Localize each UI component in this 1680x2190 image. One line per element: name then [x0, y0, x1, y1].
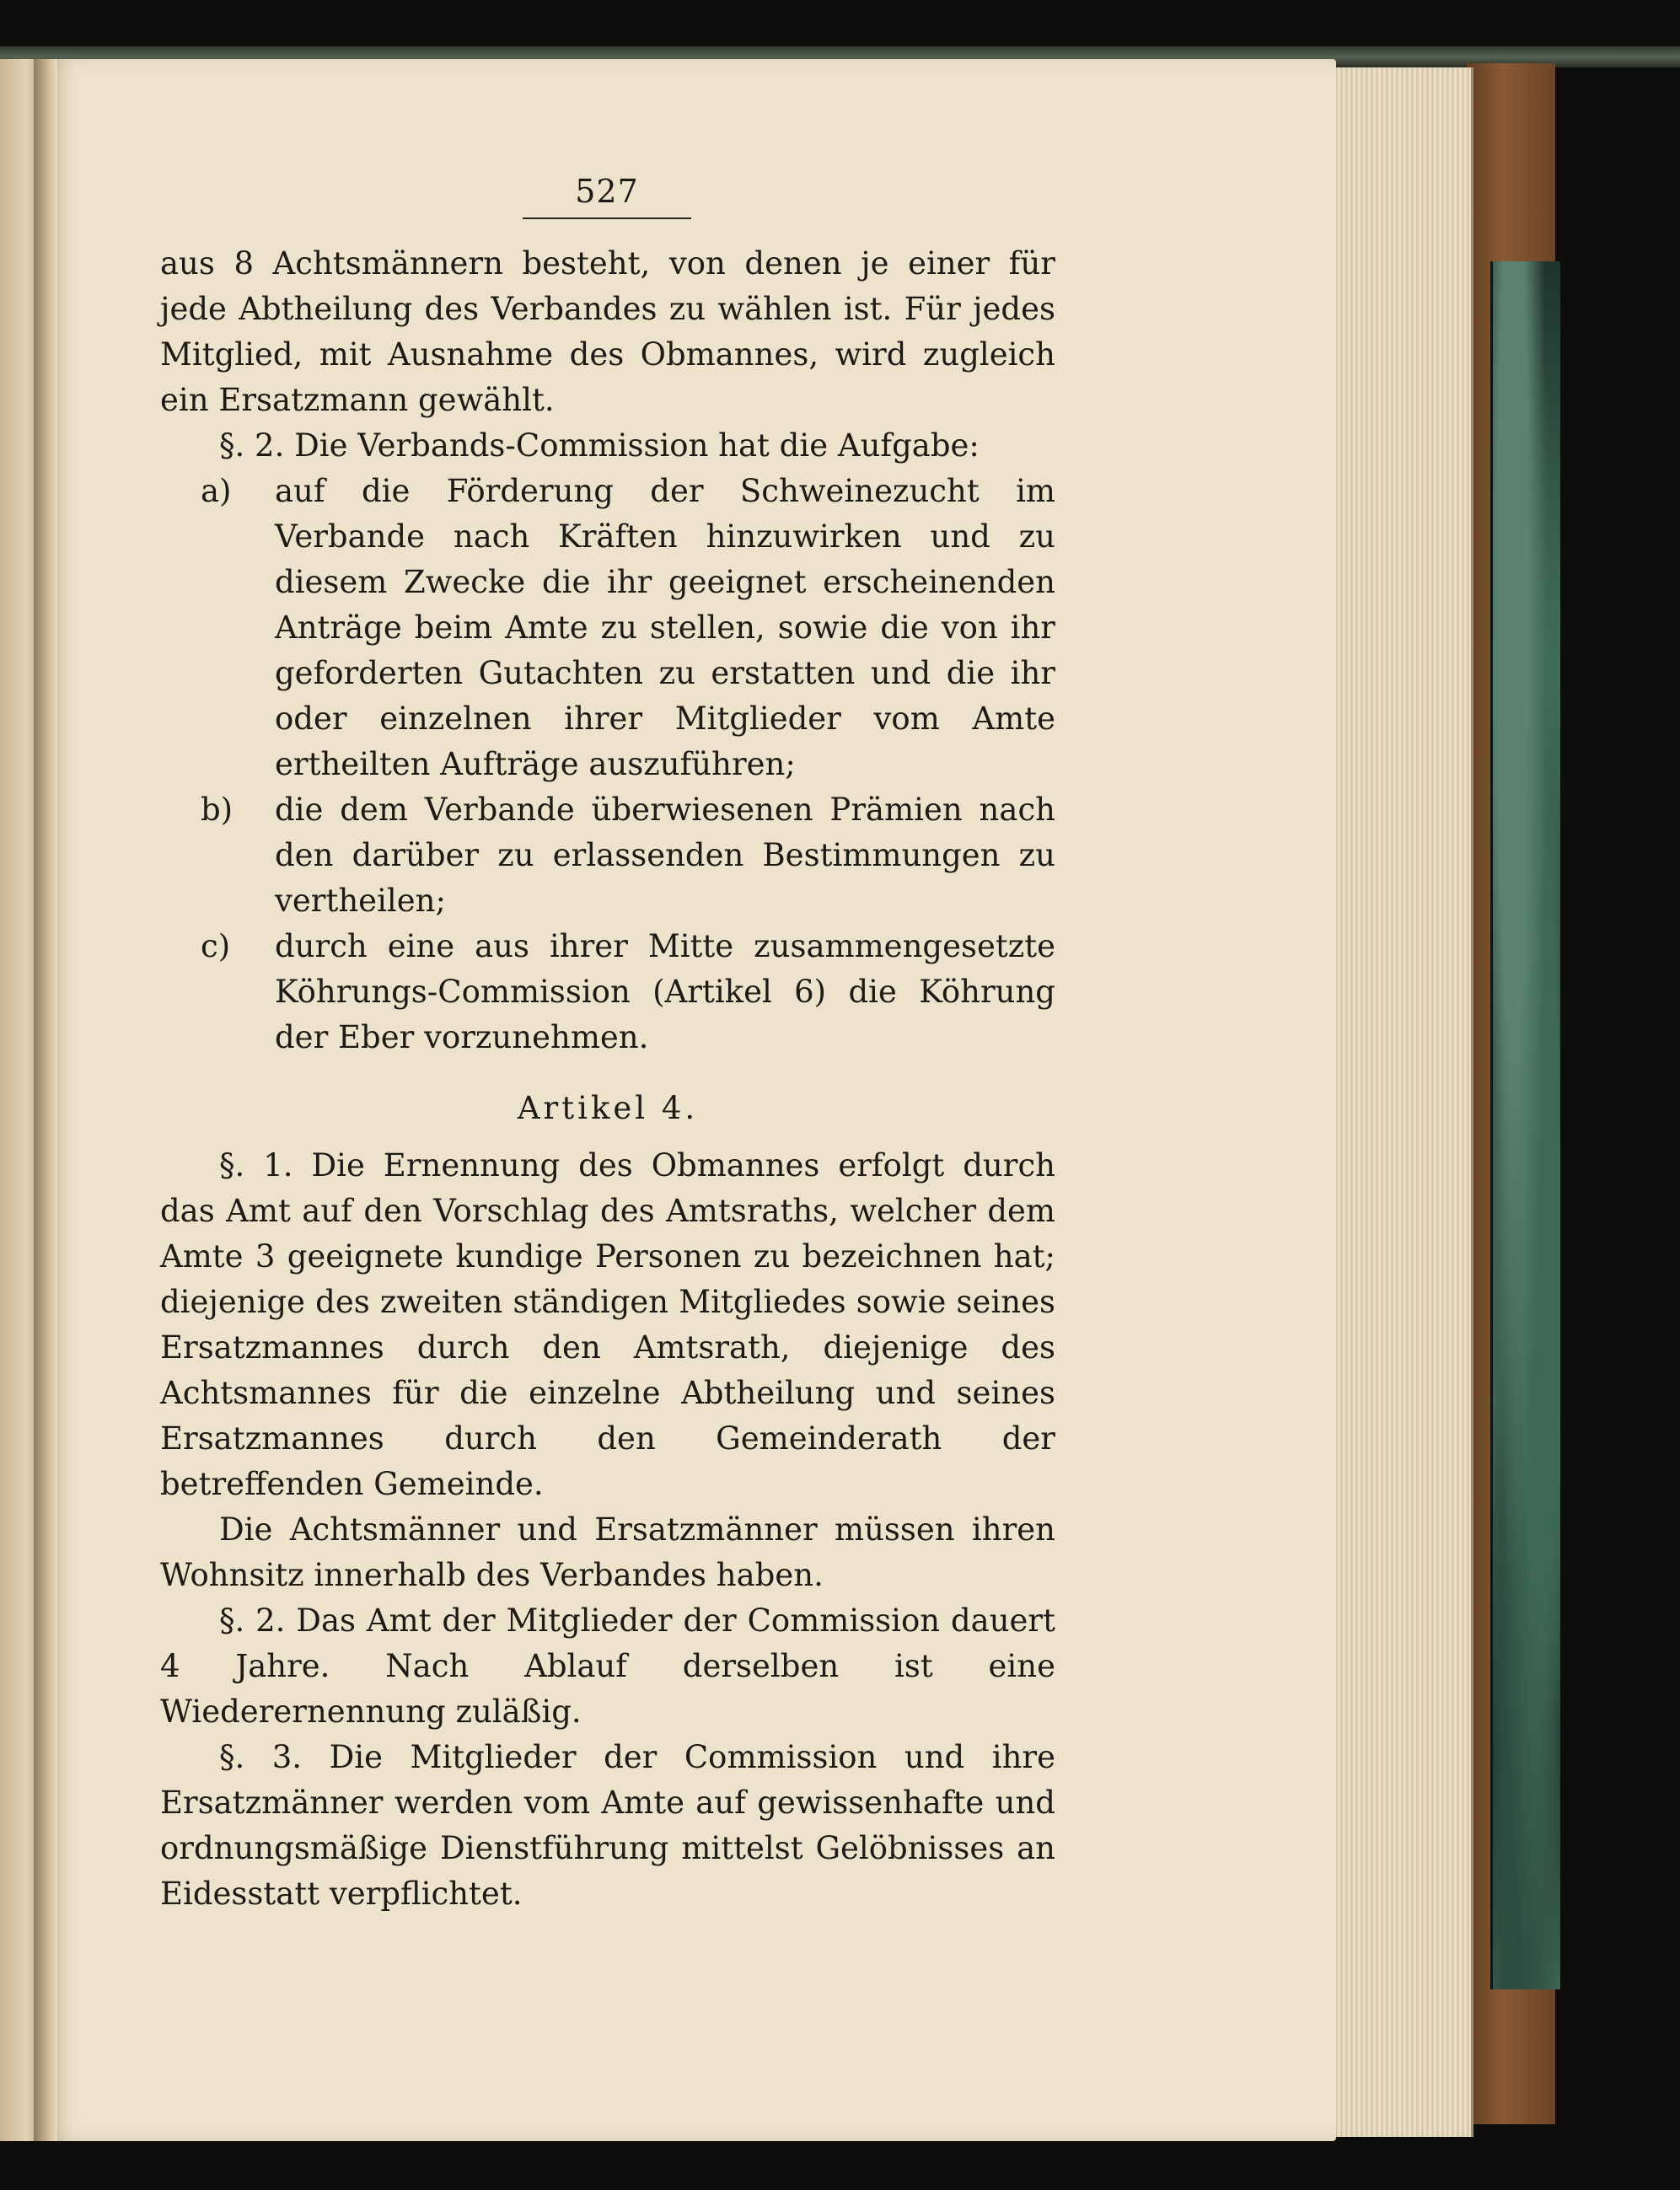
article-heading: Artikel 4.: [517, 1090, 699, 1126]
paragraph: Die Achtsmänner und Ersatzmänner müssen ihren Wohnsitz innerhalb des Verbandes haben.: [160, 1511, 1055, 1593]
marbled-cover: [1490, 261, 1560, 1989]
page-number-rule: [523, 169, 691, 219]
list-item-text: durch eine aus ihrer Mitte zusammengesetzte Köhrungs-Commission (Artikel 6) die Köhrung der Eber vorzunehmen.: [275, 928, 1055, 1055]
section-paragraph: §. 1. Die Ernennung des Obmannes erfolgt durch das Amt auf den Vorschlag des Amtsraths, welcher dem Amte 3 geeignete kundige Personen zu bezeichnen hat; diejenige des zweiten ständigen Mitgliedes sowie seines Ersatzmannes durch den Amtsrath, diejenige des Achtsmannes für die einzelne Abtheilung und seines Ersatzmannes durch den Gemeinderath der betreffenden Gemeinde.: [160, 1147, 1055, 1502]
list-item-c: [160, 924, 1055, 1060]
list-item-text: die dem Verbande überwiesenen Prämien nach den darüber zu erlassenden Bestimmungen zu vertheilen;: [275, 792, 1055, 919]
page-text: [160, 169, 1055, 1917]
list-item-b: [160, 787, 1055, 924]
paragraph: aus 8 Achtsmännern besteht, von denen je einer für jede Abtheilung des Verbandes zu wählen ist. Für jedes Mitglied, mit Ausnahme des Obmannes, wird zugleich ein Ersatzmann gewählt.: [160, 245, 1055, 418]
section-paragraph: §. 2. Die Verbands-Commission hat die Aufgabe:: [219, 427, 980, 464]
section-paragraph: §. 3. Die Mitglieder der Commission und ihre Ersatzmänner werden vom Amte auf gewissenhafte und ordnungsmäßige Dienstführung mittelst Gelöbnisses an Eidesstatt verpflichtet.: [160, 1739, 1055, 1912]
page-stack-edge: [1328, 67, 1473, 2137]
list-item-text: auf die Förderung der Schweinezucht im Verbande nach Kräften hinzuwirken und zu diesem Zwecke die ihr geeignet erscheinenden Anträge beim Amte zu stellen, sowie die von ihr geforderten Gutachten zu erstatten und die ihr oder einzelnen ihrer Mitglieder vom Amte ertheilten Aufträge auszuführen;: [275, 473, 1055, 782]
list-item-label: c): [201, 928, 231, 964]
list-item-label: a): [201, 473, 232, 509]
section-paragraph: §. 2. Das Amt der Mitglieder der Commission dauert 4 Jahre. Nach Ablauf derselben ist eine Wiederernennung zuläßig.: [160, 1602, 1055, 1730]
page-gutter: [34, 59, 57, 2141]
list-item-a: [160, 469, 1055, 787]
page-number: 527: [575, 173, 639, 210]
list-item-label: b): [201, 792, 233, 828]
